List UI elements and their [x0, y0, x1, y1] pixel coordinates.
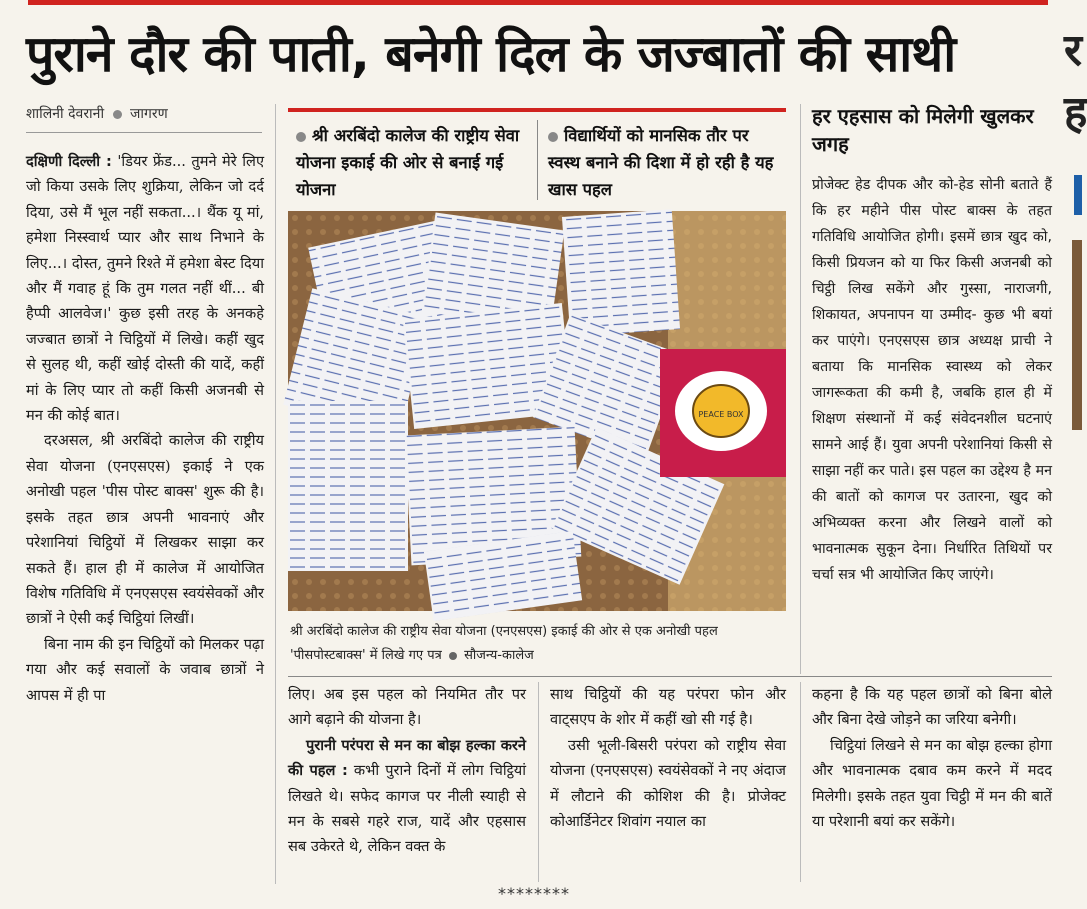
sidebar-body: प्रोजेक्ट हेड दीपक और को-हेड सोनी बताते हैं कि हर महीने पीस पोस्ट बाक्स के तहत गतिविधि आयोजित होगी। इसमें छात्र खुद को, किसी प्रियजन को या फिर किसी अजनबी को चिट्ठी लिख सकेंगे और गुस्सा, नाराजगी, शिकायत, अपनापन या उम्मीद- कुछ भी बयां कर पाएंगे। एनएसएस छात्र अध्यक्ष प्राची ने बताया कि मानसिक स्वास्थ्य को लेकर जागरूकता की कमी है, जबकि हाल ही में शिक्षण संस्थानों में कई संवेदनशील घटनाएं सामने आई हैं। युवा अपनी परेशानियां किसी से साझा नहीं कर पाते। इस पहल का उद्देश्य है मन की बातों को कागज पर उतारना, खुद को अभिव्यक्त करना और लिखने वालों को भावनात्मक सुकून देना। निर्धारित तिथियों पर चर्चा सत्र भी आयोजित किए जाएंगे। — [812, 177, 1052, 583]
bullet-icon — [548, 132, 558, 142]
lower-rule — [288, 676, 1052, 677]
column-divider — [275, 104, 276, 884]
article-photo — [288, 211, 786, 611]
article-column-4 — [812, 682, 1052, 884]
column-divider — [800, 682, 801, 882]
highlight-divider — [537, 120, 538, 200]
peace-box-label: PEACE BOX — [698, 410, 744, 419]
article-paragraph — [288, 733, 526, 860]
peace-box — [660, 349, 786, 477]
byline-dot-icon — [113, 110, 122, 119]
end-mark: ******** — [498, 884, 570, 903]
bullet-icon — [296, 132, 306, 142]
adjacent-article-edge — [1060, 0, 1087, 909]
article-paragraph: लिए। अब इस पहल को नियमित तौर पर आगे बढ़ाने की योजना है। — [288, 686, 526, 729]
article-paragraph: बिना नाम की इन चिट्ठियों को मिलकर पढ़ा गया और कई सवालों के जवाब छात्रों ने आपस में ही पा — [26, 635, 264, 704]
photo-caption — [290, 620, 786, 668]
caption-credit: सौजन्य-कालेज — [464, 648, 534, 663]
highlight-text: श्री अरबिंदो कालेज की राष्ट्रीय सेवा योजना इकाई की ओर से बनाई गई योजना — [296, 126, 520, 199]
article-text: 'डियर फ्रेंड... तुमने मेरे लिए जो किया उसके लिए शुक्रिया, लेकिन जो दर्द दिया, उसे मैं भूल नहीं सकता...। थैंक यू मां, हमेशा निस्स्वार्थ प्यार और साथ निभाने के लिए...। दोस्त, तुमने रिश्ते में हमेशा बेस्ट दिया और मैं गवाह हूं कि तुम गलत नहीं थीं... बी हैप्पी आलवेज।' कुछ इसी तरह के अनकहे जज्बात छात्रों ने चिट्ठियों में लिखे। कहीं खुद से सुलह थी, कहीं खोई दोस्ती की यादें, कहीं मां के लिए प्यार तो कहीं किसी अजनबी से मन की कोई बात। — [26, 153, 265, 425]
highlight-2 — [548, 122, 782, 203]
byline-author: शालिनी देवरानी — [26, 106, 105, 122]
caption-dot-icon — [449, 652, 457, 660]
byline-source: जागरण — [129, 106, 168, 122]
edge-photo — [1072, 240, 1082, 430]
highlight-red-bar — [288, 108, 786, 112]
sidebar-divider — [800, 104, 801, 674]
caption-text: श्री अरबिंदो कालेज की राष्ट्रीय सेवा योजना (एनएसएस) इकाई की ओर से एक अनोखी पहल 'पीसपोस्टबाक्स' में लिखे गए पत्र — [290, 624, 718, 663]
article-text: कभी पुराने दिनों में लोग चिट्ठियां लिखते थे। सफेद कागज पर नीली स्याही से मन के सबसे गहरे राज, यादें और एहसास सब उकेरते थे, लेकिन वक्त के — [288, 762, 526, 856]
sidebar-title: हर एहसास को मिलेगी खुलकर जगह — [812, 104, 1034, 156]
edge-letter-2: ह — [1064, 87, 1087, 138]
byline-rule — [26, 132, 262, 133]
article-column-3 — [550, 682, 786, 884]
article-column-1 — [26, 149, 264, 884]
article-paragraph — [26, 149, 264, 428]
highlight-1 — [296, 122, 528, 203]
article-paragraph: उसी भूली-बिसरी परंपरा को राष्ट्रीय सेवा योजना (एनएसएस) स्वयंसेवकों ने नए अंदाज में लौटाने की कोशिश की है। प्रोजेक्ट कोआर्डिनेटर शिवांग नयाल का — [550, 736, 786, 831]
article-paragraph: दरअसल, श्री अरबिंदो कालेज की राष्ट्रीय सेवा योजना (एनएसएस) इकाई ने एक अनोखी पहल 'पीस पोस्ट बाक्स' शुरू की है। इसके तहत छात्र अपनी भावनाएं और परेशानियां चिट्ठियों में लिखकर साझा कर सकते हैं। हाल ही में कालेज में आयोजित विशेष गतिविधि में एनएसएस स्वयंसेवकों और छात्रों ने ऐसी कई चिट्ठियां लिखीं। — [26, 432, 264, 628]
headline: पुराने दौर की पाती, बनेगी दिल के जज्बातों की साथी — [26, 25, 956, 83]
article-paragraph: चिट्ठियां लिखने से मन का बोझ हल्का होगा और भावनात्मक दबाव कम करने में मदद मिलेगी। इसके तहत युवा चिट्ठी में मन की बातें या परेशानी बयां कर सकेंगे। — [812, 736, 1052, 831]
top-red-bar — [28, 0, 1048, 5]
byline — [26, 104, 266, 123]
article-paragraph: कहना है कि यह पहल छात्रों को बिना बोले और बिना देखे जोड़ने का जरिया बनेगी। — [812, 686, 1052, 729]
letter-sheet — [283, 209, 724, 621]
article-column-2 — [288, 682, 526, 884]
inline-subhead: पुरानी परंपरा से मन का बोझ हल्का करने की पहल : — [288, 736, 526, 780]
dateline: दक्षिणी दिल्ली : — [26, 153, 112, 170]
highlight-text: विद्यार्थियों को मानसिक तौर पर स्वस्थ बनाने की दिशा में हो रही है यह खास पहल — [548, 126, 774, 199]
letters-photo-illustration — [288, 211, 786, 611]
edge-blue-block — [1074, 175, 1082, 215]
column-divider — [538, 682, 539, 882]
article-paragraph: साथ चिट्ठियों की यह परंपरा फोन और वाट्सएप के शोर में कहीं खो सी गई है। — [550, 686, 786, 729]
edge-letter-1: र — [1064, 25, 1082, 76]
